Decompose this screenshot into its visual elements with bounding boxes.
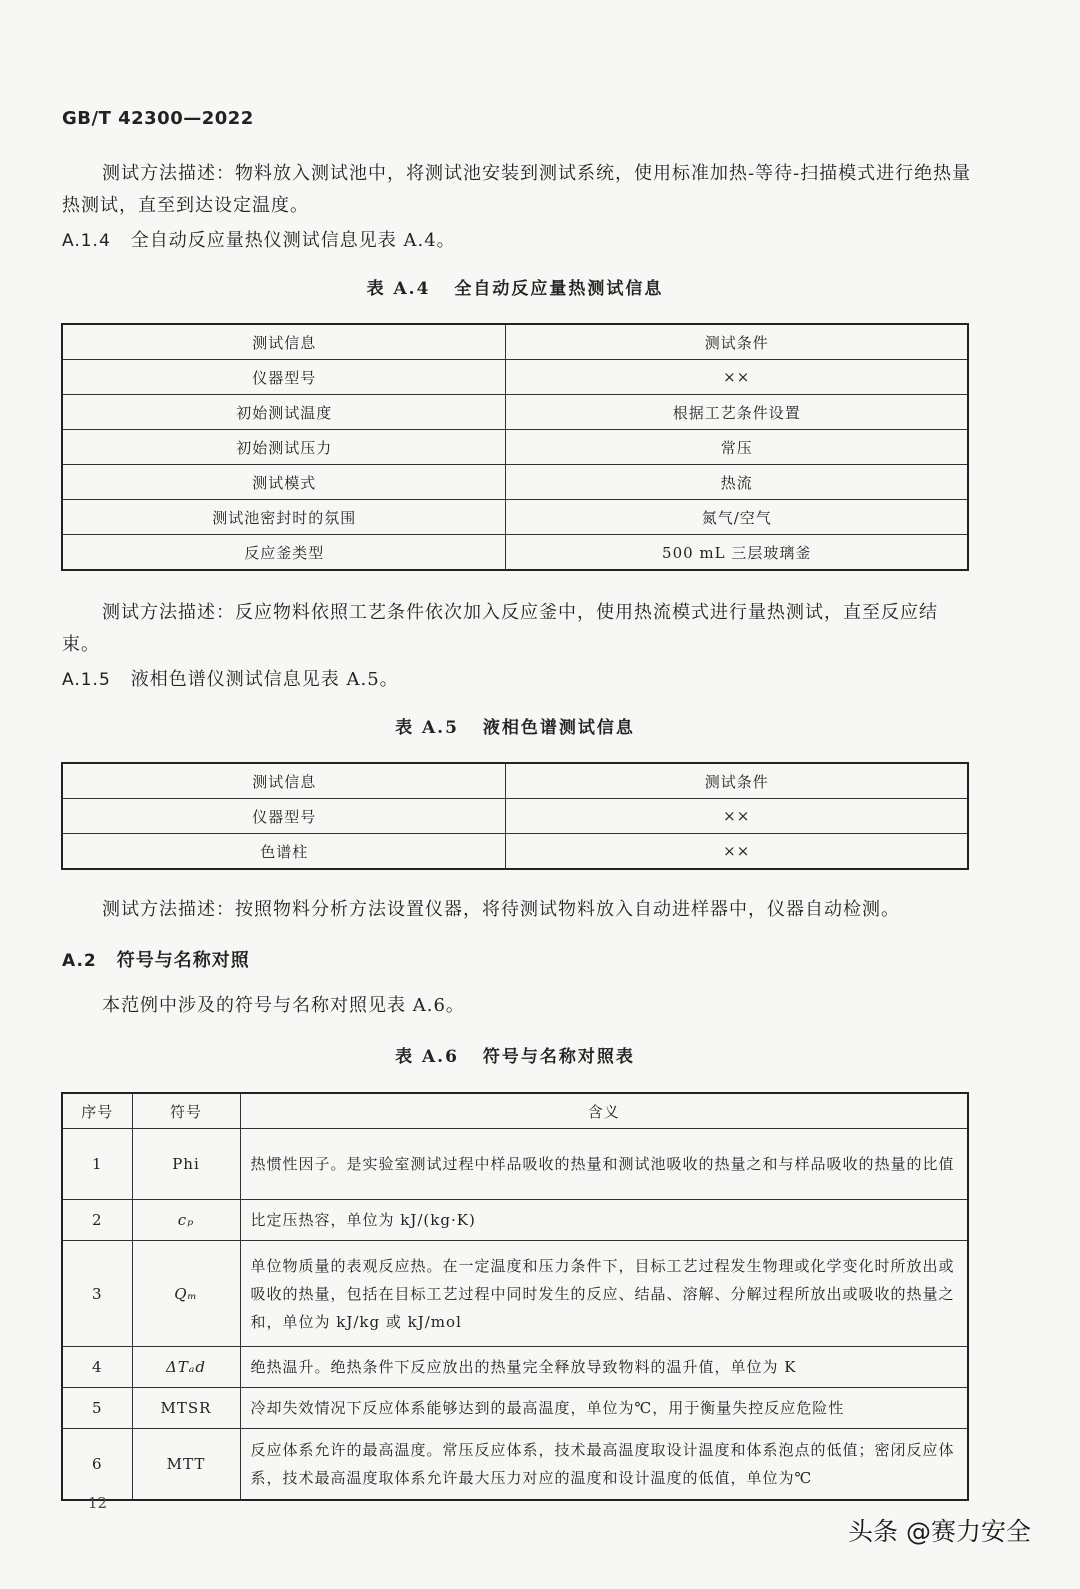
clause-a-1-4 (62, 226, 456, 252)
clause-text: 全自动反应量热仪测试信息见表 A.4。 (130, 230, 456, 251)
clause-number: A.1.5 (62, 670, 111, 690)
clause-number: A.1.4 (62, 231, 111, 251)
clause-text: 液相色谱仪测试信息见表 A.5。 (130, 669, 399, 690)
meaning-cell: 比定压热容，单位为 kJ/(kg·K) (240, 1200, 968, 1241)
paragraph-test-method-1: 测试方法描述：物料放入测试池中，将测试池安装到测试系统，使用标准加热-等待-扫描模式进行绝热量热测试，直至到达设定温度。 (62, 163, 972, 216)
header-cell: 测试条件 (506, 324, 968, 360)
row-number: 6 (62, 1429, 132, 1500)
header-cell: 符号 (132, 1093, 240, 1129)
table-row (62, 500, 968, 535)
meaning-cell: 单位物质量的表观反应热。在一定温度和压力条件下，目标工艺过程发生物理或化学变化时所放出或吸收的热量，包括在目标工艺过程中同时发生的反应、结晶、溶解、分解过程所放出或吸收的热量之和，单位为 kJ/kg 或 kJ/mol (240, 1241, 968, 1347)
header-cell: 测试信息 (62, 324, 506, 360)
row-number: 5 (62, 1388, 132, 1429)
clause-number: A.2 (62, 951, 97, 971)
table-cell: 根据工艺条件设置 (506, 395, 968, 430)
page-number: 12 (88, 1494, 108, 1512)
table-a5-caption (0, 713, 1030, 738)
paragraph-test-method-3: 测试方法描述：按照物料分析方法设置仪器，将待测试物料放入自动进样器中，仪器自动检测。 (102, 899, 900, 920)
watermark: 头条 @赛力安全 (848, 1517, 1031, 1546)
clause-a-2 (62, 946, 250, 972)
row-number: 2 (62, 1200, 132, 1241)
table-cell: 热流 (506, 465, 968, 500)
table-a4 (61, 323, 969, 571)
symbol-cell: ΔTₐd (132, 1347, 240, 1388)
table-cell: 测试池密封时的氛围 (62, 500, 506, 535)
table-header-row (62, 763, 968, 799)
table-a6 (61, 1092, 969, 1501)
symbol-cell: cₚ (132, 1200, 240, 1241)
table-cell: 常压 (506, 430, 968, 465)
table-row (62, 1388, 968, 1429)
paragraph-test-method-2: 测试方法描述：反应物料依照工艺条件依次加入反应釜中，使用热流模式进行量热测试，直至反应结束。 (62, 602, 938, 655)
clause-text: 符号与名称对照 (116, 950, 250, 971)
table-row (62, 1241, 968, 1347)
table-row (62, 1129, 968, 1200)
table-a6-caption (0, 1042, 1030, 1067)
table-cell: 初始测试压力 (62, 430, 506, 465)
table-title: 全自动反应量热测试信息 (454, 279, 664, 299)
clause-a-1-5 (62, 665, 399, 691)
table-title: 符号与名称对照表 (482, 1047, 635, 1067)
standard-number: GB/T 42300—2022 (62, 108, 254, 129)
table-cell: 反应釜类型 (62, 535, 506, 571)
table-title: 液相色谱测试信息 (482, 718, 635, 738)
table-row (62, 1347, 968, 1388)
table-number: 表 A.5 (395, 718, 459, 738)
table-cell: 500 mL 三层玻璃釜 (506, 535, 968, 571)
table-row (62, 799, 968, 834)
table-cell: 色谱柱 (62, 834, 506, 870)
header-cell: 测试条件 (506, 763, 968, 799)
paragraph-symbol-intro: 本范例中涉及的符号与名称对照见表 A.6。 (102, 995, 465, 1016)
table-cell: 初始测试温度 (62, 395, 506, 430)
table-number: 表 A.4 (366, 279, 431, 299)
table-header-row (62, 1093, 968, 1129)
table-row (62, 834, 968, 870)
table-row (62, 535, 968, 571)
table-cell: ×× (506, 360, 968, 395)
meaning-cell: 绝热温升。绝热条件下反应放出的热量完全释放导致物料的温升值，单位为 K (240, 1347, 968, 1388)
table-a4-caption (0, 274, 1030, 299)
table-cell: 氮气/空气 (506, 500, 968, 535)
table-row (62, 430, 968, 465)
table-row (62, 465, 968, 500)
table-row (62, 360, 968, 395)
symbol-cell: MTSR (132, 1388, 240, 1429)
header-cell: 含义 (240, 1093, 968, 1129)
header-cell: 测试信息 (62, 763, 506, 799)
table-cell: ×× (506, 799, 968, 834)
table-number: 表 A.6 (395, 1047, 459, 1067)
symbol-cell: Phi (132, 1129, 240, 1200)
table-cell: ×× (506, 834, 968, 870)
meaning-cell: 热惯性因子。是实验室测试过程中样品吸收的热量和测试池吸收的热量之和与样品吸收的热量的比值 (240, 1129, 968, 1200)
row-number: 1 (62, 1129, 132, 1200)
table-cell: 仪器型号 (62, 799, 506, 834)
table-a5 (61, 762, 969, 870)
row-number: 3 (62, 1241, 132, 1347)
table-row (62, 1429, 968, 1500)
header-cell: 序号 (62, 1093, 132, 1129)
row-number: 4 (62, 1347, 132, 1388)
table-cell: 仪器型号 (62, 360, 506, 395)
table-header-row (62, 324, 968, 360)
meaning-cell: 冷却失效情况下反应体系能够达到的最高温度，单位为℃，用于衡量失控反应危险性 (240, 1388, 968, 1429)
table-row (62, 395, 968, 430)
meaning-cell: 反应体系允许的最高温度。常压反应体系，技术最高温度取设计温度和体系泡点的低值；密闭反应体系，技术最高温度取体系允许最大压力对应的温度和设计温度的低值，单位为℃ (240, 1429, 968, 1500)
symbol-cell: Qₘ (132, 1241, 240, 1347)
symbol-cell: MTT (132, 1429, 240, 1500)
table-cell: 测试模式 (62, 465, 506, 500)
table-row (62, 1200, 968, 1241)
